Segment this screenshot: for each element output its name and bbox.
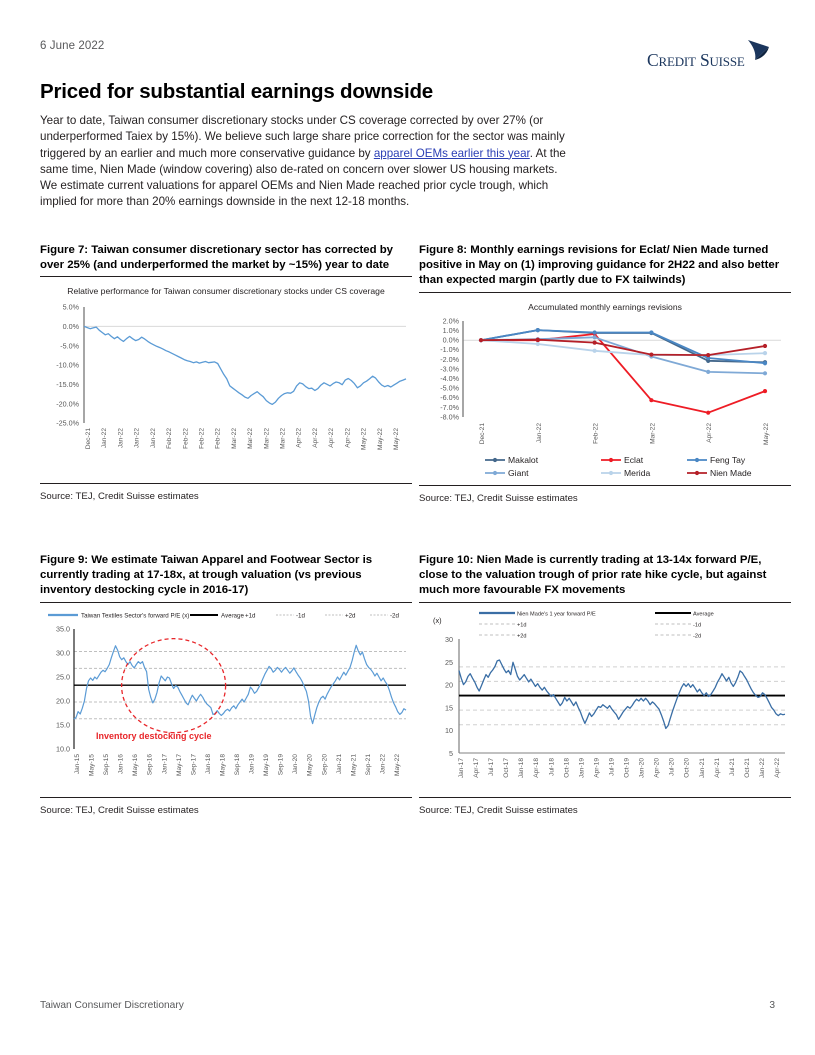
svg-text:Mar-22: Mar-22	[263, 428, 271, 450]
svg-text:-1d: -1d	[693, 622, 702, 629]
svg-text:Oct-19: Oct-19	[623, 757, 631, 778]
figure-7	[40, 243, 412, 502]
svg-text:Apr-21: Apr-21	[713, 757, 721, 778]
svg-text:-6.0%: -6.0%	[440, 392, 459, 402]
svg-text:Oct-18: Oct-18	[563, 757, 571, 778]
figure-8-heading: Figure 8: Monthly earnings revisions for Eclat/ Nien Made turned positive in May on (1) improving guidance for 2H22 and also better than expected margin (partly due to FX tailwinds)	[419, 243, 791, 293]
svg-text:Jul-20: Jul-20	[668, 757, 676, 776]
svg-text:Nien Made's 1 year forward P/E: Nien Made's 1 year forward P/E	[517, 611, 596, 618]
svg-text:Jan-21: Jan-21	[335, 753, 343, 774]
svg-text:Apr-20: Apr-20	[653, 757, 661, 778]
svg-text:10: 10	[445, 725, 453, 735]
apparel-oems-link[interactable]: apparel OEMs earlier this year	[373, 146, 530, 160]
svg-text:Taiwan Textiles Sector's forwa: Taiwan Textiles Sector's forward P/E (x)	[81, 612, 190, 620]
figure-7-chart	[40, 297, 412, 483]
figure-10-body	[419, 603, 791, 798]
svg-text:2.0%: 2.0%	[442, 316, 459, 326]
svg-text:Jan-22: Jan-22	[379, 753, 387, 774]
svg-text:-2d: -2d	[390, 612, 399, 620]
svg-text:Apr-17: Apr-17	[473, 757, 481, 778]
svg-text:Jan-17: Jan-17	[161, 753, 169, 774]
figure-7-heading: Figure 7: Taiwan consumer discretionary sector has corrected by over 25% (and underperformed the market by ~15%) year to date	[40, 243, 412, 277]
figure-9	[40, 553, 412, 816]
svg-text:+1d: +1d	[517, 622, 527, 629]
svg-text:Oct-20: Oct-20	[683, 757, 691, 778]
svg-text:CREDIT SUISSE: CREDIT SUISSE	[647, 50, 745, 70]
intro-text-part1: Year to date, Taiwan consumer discretionary stocks under CS coverage corrected by over 27% (or underperformed Taiex by 15%). We believe such large share price correction for the sector was mainly triggered by an earlier and much more conservative guidance by	[40, 114, 565, 160]
svg-text:Jan-17: Jan-17	[458, 757, 465, 778]
svg-text:Feb-22: Feb-22	[214, 428, 222, 450]
report-date: 6 June 2022	[40, 40, 105, 52]
svg-text:Oct-17: Oct-17	[503, 757, 511, 778]
svg-text:Oct-21: Oct-21	[743, 757, 751, 778]
figure-8-chart	[419, 313, 791, 485]
svg-text:Jan-22: Jan-22	[758, 757, 766, 778]
svg-text:30: 30	[445, 634, 453, 644]
figure-10-source: Source: TEJ, Credit Suisse estimates	[419, 804, 578, 816]
credit-suisse-logo	[645, 36, 775, 78]
svg-text:1.0%: 1.0%	[442, 325, 459, 335]
svg-text:Jan-22: Jan-22	[133, 428, 141, 449]
svg-text:-5.0%: -5.0%	[440, 383, 459, 393]
svg-text:Average: Average	[693, 611, 714, 618]
svg-text:May-22: May-22	[376, 428, 384, 451]
svg-text:35.0: 35.0	[56, 624, 70, 634]
svg-text:Mar-22: Mar-22	[247, 428, 255, 450]
svg-text:Dec-21: Dec-21	[479, 422, 486, 444]
intro-paragraph	[40, 113, 567, 211]
figure-9-chart	[40, 603, 412, 797]
page-title: Priced for substantial earnings downside	[40, 80, 433, 103]
intro-text-part2: . At the same time, Nien Made (window covering) also de-rated on concern over slower US housing markets. We estimate current valuations for apparel OEMs and Nien Made reached prior cycle trough, which implied for more than 20% earnings downside in the next 12-18 months.	[40, 146, 566, 209]
svg-text:Jan-22: Jan-22	[535, 422, 543, 443]
svg-text:15: 15	[445, 703, 453, 713]
svg-text:25: 25	[445, 657, 453, 667]
svg-text:-8.0%: -8.0%	[440, 412, 459, 422]
svg-text:Jan-19: Jan-19	[248, 753, 256, 774]
svg-text:May-20: May-20	[306, 753, 314, 776]
svg-text:Jan-19: Jan-19	[578, 757, 586, 778]
svg-text:-2d: -2d	[693, 633, 702, 640]
svg-text:Inventory destocking cycle: Inventory destocking cycle	[96, 730, 212, 741]
svg-text:5: 5	[449, 748, 453, 758]
svg-text:+2d: +2d	[517, 633, 527, 640]
figure-9-heading: Figure 9: We estimate Taiwan Apparel and Footwear Sector is currently trading at 17-18x, at trough valuation (vs previous inventory destocking cycle in 2016-17)	[40, 553, 412, 603]
svg-text:Apr-18: Apr-18	[533, 757, 541, 778]
svg-text:May-17: May-17	[175, 753, 183, 776]
footer-page-number: 3	[769, 1000, 775, 1011]
svg-text:Sep-16: Sep-16	[146, 753, 154, 775]
svg-text:Jul-19: Jul-19	[608, 757, 616, 776]
svg-text:15.0: 15.0	[56, 720, 70, 730]
svg-text:Jan-18: Jan-18	[204, 753, 212, 774]
svg-text:Jan-21: Jan-21	[698, 757, 706, 778]
svg-text:May-15: May-15	[88, 753, 96, 776]
svg-text:-1d: -1d	[296, 612, 305, 620]
svg-text:Apr-22: Apr-22	[706, 422, 714, 443]
svg-text:Makalot: Makalot	[508, 454, 539, 465]
svg-text:Jul-18: Jul-18	[548, 757, 556, 776]
svg-text:Jan-18: Jan-18	[518, 757, 526, 778]
svg-text:May-19: May-19	[263, 753, 271, 776]
figure-9-source: Source: TEJ, Credit Suisse estimates	[40, 804, 199, 816]
svg-text:Nien Made: Nien Made	[710, 467, 752, 478]
figure-9-body	[40, 603, 412, 798]
svg-text:10.0: 10.0	[56, 744, 70, 754]
svg-text:-3.0%: -3.0%	[440, 364, 459, 374]
figure-8	[419, 243, 791, 504]
svg-text:-25.0%: -25.0%	[56, 419, 79, 429]
svg-text:-15.0%: -15.0%	[56, 380, 79, 390]
svg-text:20.0: 20.0	[56, 696, 70, 706]
svg-text:+2d: +2d	[345, 612, 356, 620]
figure-7-body	[40, 277, 412, 484]
svg-text:Jan-22: Jan-22	[101, 428, 109, 449]
figure-7-chart-title: Relative performance for Taiwan consumer discretionary stocks under CS coverage	[67, 286, 385, 297]
svg-text:30.0: 30.0	[56, 648, 70, 658]
figure-10-heading: Figure 10: Nien Made is currently trading at 13-14x forward P/E, close to the valuation trough of prior rate hike cycle, but against much more favourable FX movements	[419, 553, 791, 603]
svg-text:Sep-20: Sep-20	[321, 753, 329, 775]
figure-8-body	[419, 293, 791, 486]
svg-text:May-22: May-22	[393, 428, 400, 451]
svg-text:May-18: May-18	[219, 753, 227, 776]
svg-text:Sep-19: Sep-19	[277, 753, 285, 775]
svg-text:-5.0%: -5.0%	[60, 341, 79, 351]
svg-text:-4.0%: -4.0%	[440, 373, 459, 383]
svg-text:-10.0%: -10.0%	[56, 361, 79, 371]
svg-text:Jul-21: Jul-21	[728, 757, 736, 776]
svg-text:Apr-22: Apr-22	[295, 428, 303, 449]
svg-text:5.0%: 5.0%	[62, 303, 79, 313]
svg-text:Apr-22: Apr-22	[344, 428, 352, 449]
svg-text:Dec-21: Dec-21	[85, 428, 92, 450]
svg-text:-7.0%: -7.0%	[440, 402, 459, 412]
svg-text:Average: Average	[221, 612, 244, 620]
svg-text:Jan-22: Jan-22	[149, 428, 157, 449]
svg-text:Jul-17: Jul-17	[488, 757, 496, 776]
svg-text:Apr-22: Apr-22	[311, 428, 319, 449]
svg-text:20: 20	[445, 680, 453, 690]
figure-8-chart-title: Accumulated monthly earnings revisions	[528, 301, 682, 312]
page-footer	[40, 1000, 775, 1011]
svg-text:Merida: Merida	[624, 467, 651, 478]
footer-title: Taiwan Consumer Discretionary	[40, 1000, 184, 1011]
svg-text:Jan-16: Jan-16	[117, 753, 125, 774]
svg-text:(x): (x)	[433, 615, 442, 625]
svg-text:Apr-22: Apr-22	[328, 428, 336, 449]
svg-text:Feng Tay: Feng Tay	[710, 454, 746, 465]
svg-text:Apr-19: Apr-19	[593, 757, 601, 778]
svg-text:Feb-22: Feb-22	[198, 428, 206, 450]
svg-text:Feb-22: Feb-22	[182, 428, 190, 450]
svg-text:Sep-21: Sep-21	[364, 753, 372, 775]
svg-text:Eclat: Eclat	[624, 454, 644, 465]
svg-text:Jan-20: Jan-20	[638, 757, 646, 778]
svg-text:0.0%: 0.0%	[442, 335, 459, 345]
svg-text:May-22: May-22	[763, 422, 770, 445]
svg-text:0.0%: 0.0%	[62, 322, 79, 332]
svg-text:Mar-22: Mar-22	[649, 422, 657, 444]
svg-text:Apr-22: Apr-22	[774, 757, 781, 778]
svg-text:Feb-22: Feb-22	[166, 428, 174, 450]
svg-text:Jan-20: Jan-20	[292, 753, 300, 774]
svg-text:-20.0%: -20.0%	[56, 399, 79, 409]
figure-8-source: Source: TEJ, Credit Suisse estimates	[419, 492, 578, 504]
svg-text:Giant: Giant	[508, 467, 529, 478]
page-header	[40, 40, 775, 85]
svg-text:May-22: May-22	[394, 753, 401, 776]
svg-text:-2.0%: -2.0%	[440, 354, 459, 364]
svg-text:Mar-22: Mar-22	[279, 428, 287, 450]
svg-text:Sep-15: Sep-15	[103, 753, 111, 775]
figure-10	[419, 553, 791, 816]
svg-text:-1.0%: -1.0%	[440, 344, 459, 354]
svg-text:Mar-22: Mar-22	[230, 428, 238, 450]
svg-text:25.0: 25.0	[56, 672, 70, 682]
svg-text:Jan-22: Jan-22	[117, 428, 125, 449]
figure-7-source: Source: TEJ, Credit Suisse estimates	[40, 491, 199, 503]
figure-10-chart	[419, 603, 791, 797]
svg-text:Jan-15: Jan-15	[74, 753, 81, 774]
svg-text:Sep-18: Sep-18	[234, 753, 241, 775]
svg-text:Sep-17: Sep-17	[190, 753, 198, 775]
svg-text:May-16: May-16	[132, 753, 140, 776]
svg-text:+1d: +1d	[245, 612, 256, 620]
svg-text:May-21: May-21	[350, 753, 358, 776]
svg-text:Feb-22: Feb-22	[592, 422, 600, 444]
svg-text:May-22: May-22	[360, 428, 368, 451]
